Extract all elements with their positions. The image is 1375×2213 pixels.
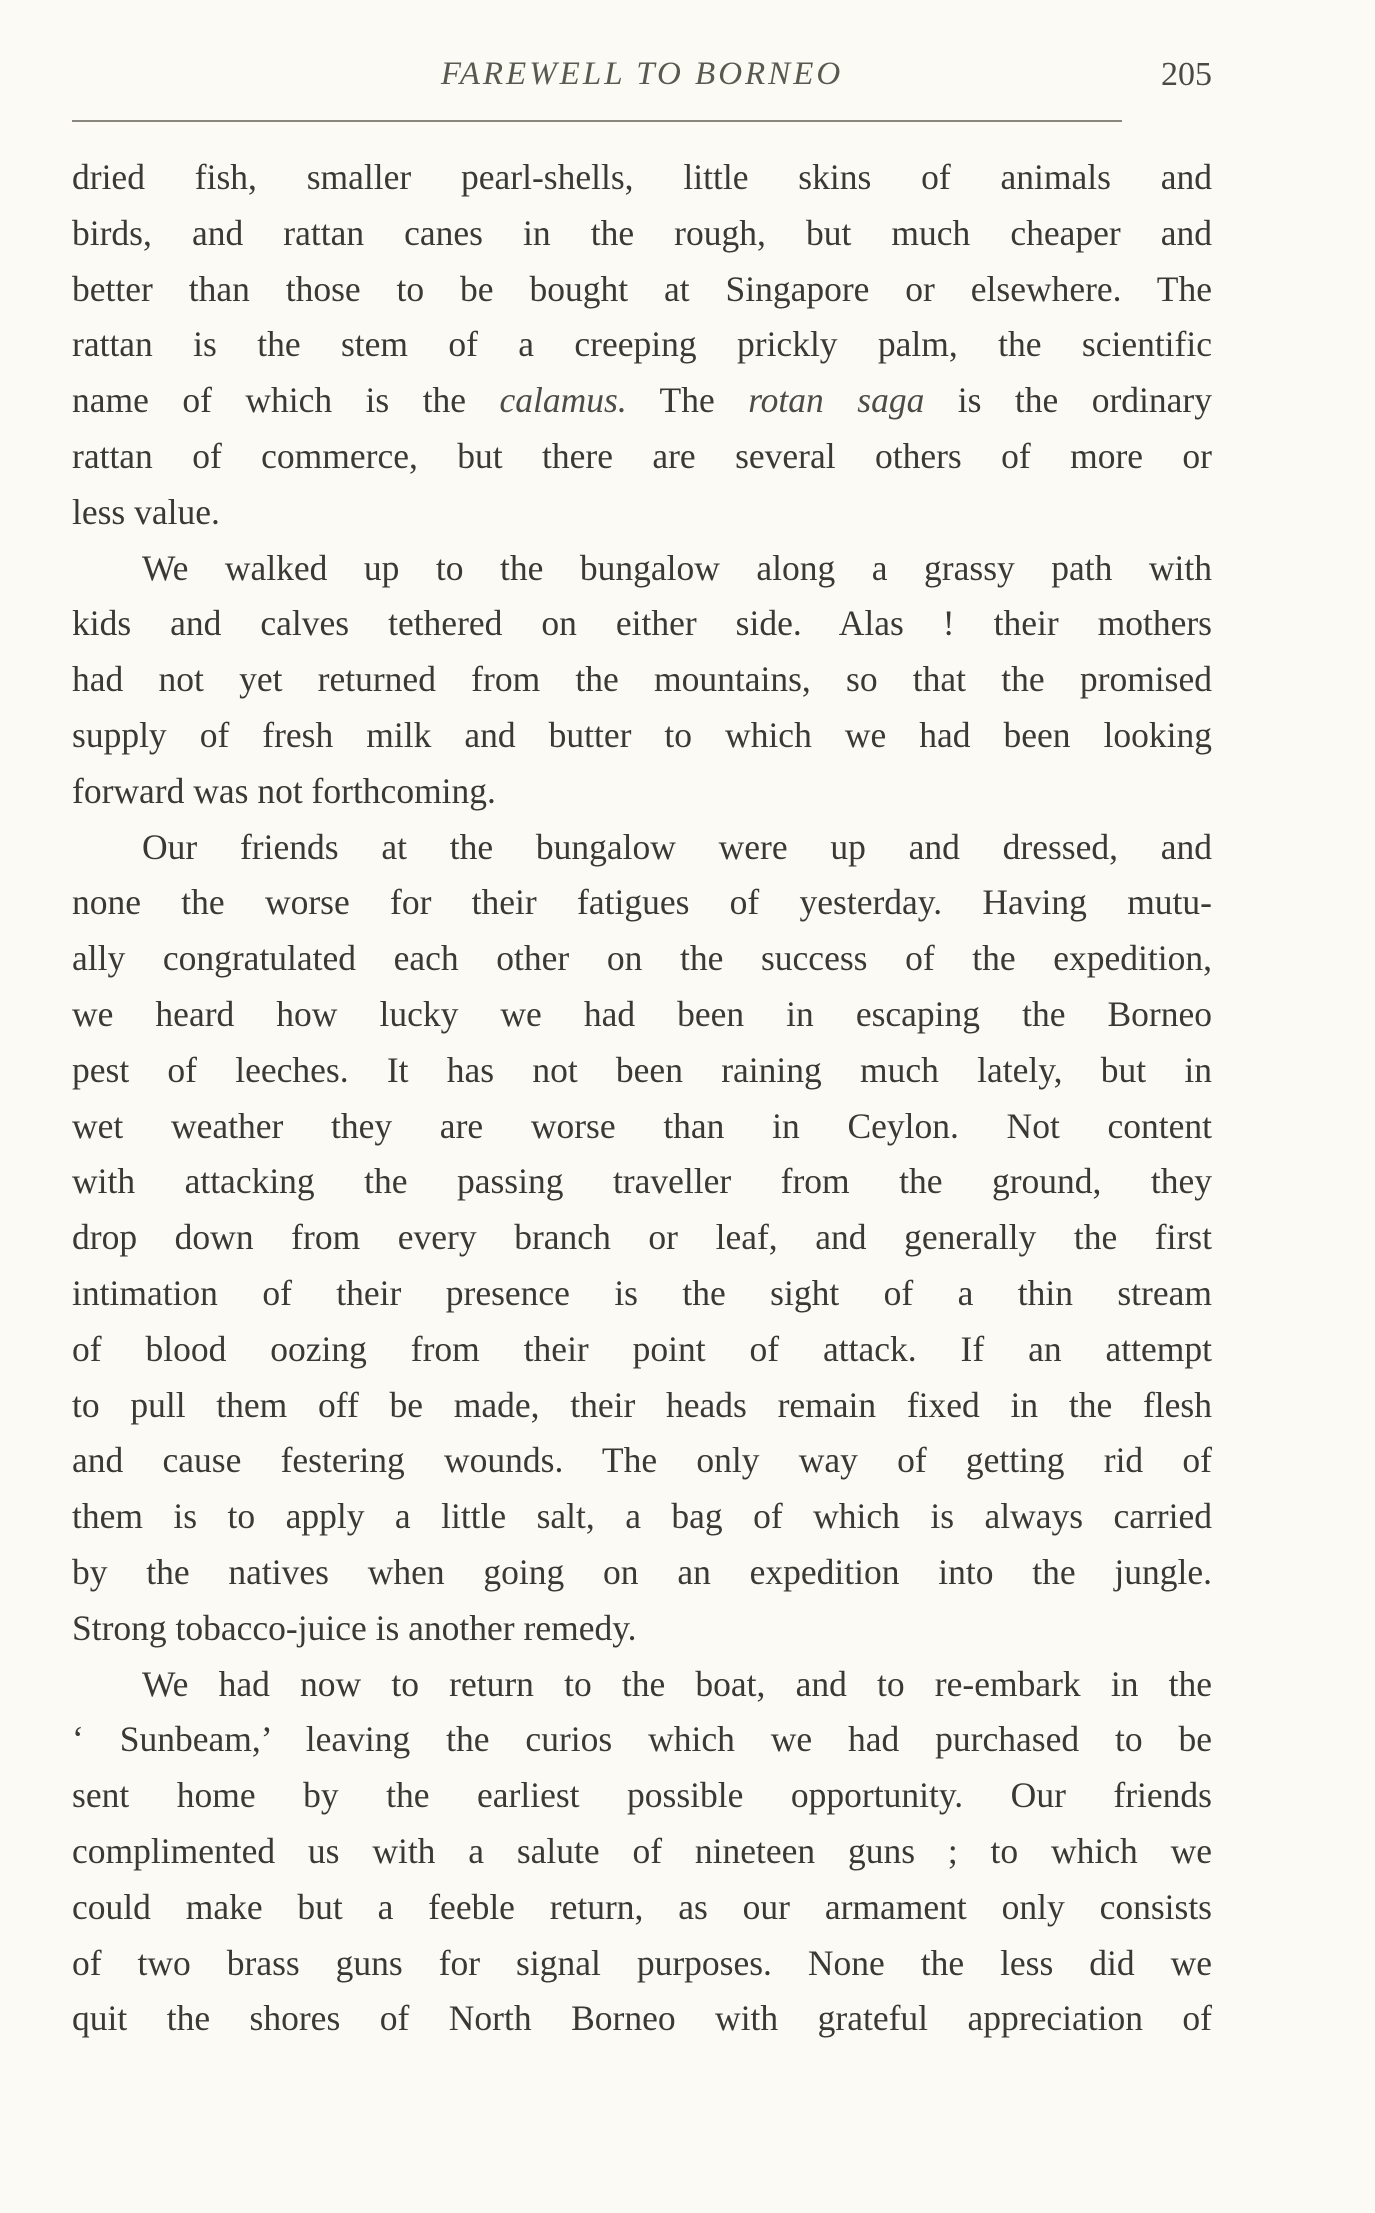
- text-line: less value.: [72, 491, 220, 532]
- italic-term: calamus.: [499, 380, 627, 421]
- text-line: ‘ Sunbeam,’ leaving the curios which we had purchased to be: [72, 1719, 1212, 1760]
- body-text: [72, 150, 1212, 2047]
- text-line: to pull them off be made, their heads remain fixed in the flesh: [72, 1384, 1212, 1425]
- header-rule: [72, 120, 1122, 122]
- text-line: ally congratulated each other on the success of the expedition,: [72, 938, 1212, 979]
- text-line: Strong tobacco-juice is another remedy.: [72, 1607, 637, 1648]
- text-line: sent home by the earliest possible opportunity. Our friends: [72, 1775, 1212, 1816]
- text-line: quit the shores of North Borneo with grateful appreciation of: [72, 1998, 1212, 2039]
- text-line: dried fish, smaller pearl-shells, little skins of animals and: [72, 157, 1212, 197]
- text-line: rattan is the stem of a creeping prickly palm, the scientific: [72, 324, 1212, 365]
- text-line-with-italics: [72, 373, 1212, 429]
- text-line: we heard how lucky we had been in escaping the Borneo: [72, 993, 1212, 1034]
- text-line: by the natives when going on an expedition into the jungle.: [72, 1551, 1212, 1592]
- text-line: intimation of their presence is the sight of a thin stream: [72, 1272, 1212, 1313]
- text-line: them is to apply a little salt, a bag of which is always carried: [72, 1496, 1212, 1537]
- italic-term: rotan saga: [748, 380, 925, 421]
- text-line: We walked up to the bungalow along a grassy path with: [142, 547, 1212, 588]
- text-line: birds, and rattan canes in the rough, but much cheaper and: [72, 212, 1212, 253]
- text-line: We had now to return to the boat, and to re-embark in the: [142, 1663, 1212, 1704]
- text-line: none the worse for their fatigues of yesterday. Having mutu-: [72, 882, 1212, 923]
- text-fragment: The: [626, 380, 749, 421]
- text-line: had not yet returned from the mountains, so that the promised: [72, 659, 1212, 700]
- text-fragment: is the ordinary: [924, 380, 1212, 421]
- text-line: of blood oozing from their point of attack. If an attempt: [72, 1328, 1212, 1369]
- page-number: 205: [1161, 56, 1212, 93]
- text-line: kids and calves tethered on either side. Alas ! their mothers: [72, 603, 1212, 644]
- text-line: rattan of commerce, but there are several others of more or: [72, 435, 1212, 476]
- text-line: supply of fresh milk and butter to which we had been looking: [72, 714, 1212, 755]
- text-line: could make but a feeble return, as our armament only consists: [72, 1886, 1212, 1927]
- text-line: wet weather they are worse than in Ceylon. Not content: [72, 1105, 1212, 1146]
- text-line: complimented us with a salute of nineteen guns ; to which we: [72, 1830, 1212, 1871]
- text-line: and cause festering wounds. The only way of getting rid of: [72, 1440, 1212, 1481]
- running-title: FAREWELL TO BORNEO: [440, 56, 844, 92]
- text-line: better than those to be bought at Singapore or elsewhere. The: [72, 268, 1212, 309]
- text-line: with attacking the passing traveller from the ground, they: [72, 1161, 1212, 1202]
- running-head: [72, 48, 1212, 100]
- text-line: forward was not forthcoming.: [72, 770, 496, 811]
- text-line: drop down from every branch or leaf, and generally the first: [72, 1217, 1212, 1258]
- text-line: Our friends at the bungalow were up and dressed, and: [142, 826, 1212, 867]
- text-fragment: name of which is the: [72, 380, 500, 421]
- text-line: pest of leeches. It has not been raining much lately, but in: [72, 1049, 1212, 1090]
- text-line: of two brass guns for signal purposes. None the less did we: [72, 1942, 1212, 1983]
